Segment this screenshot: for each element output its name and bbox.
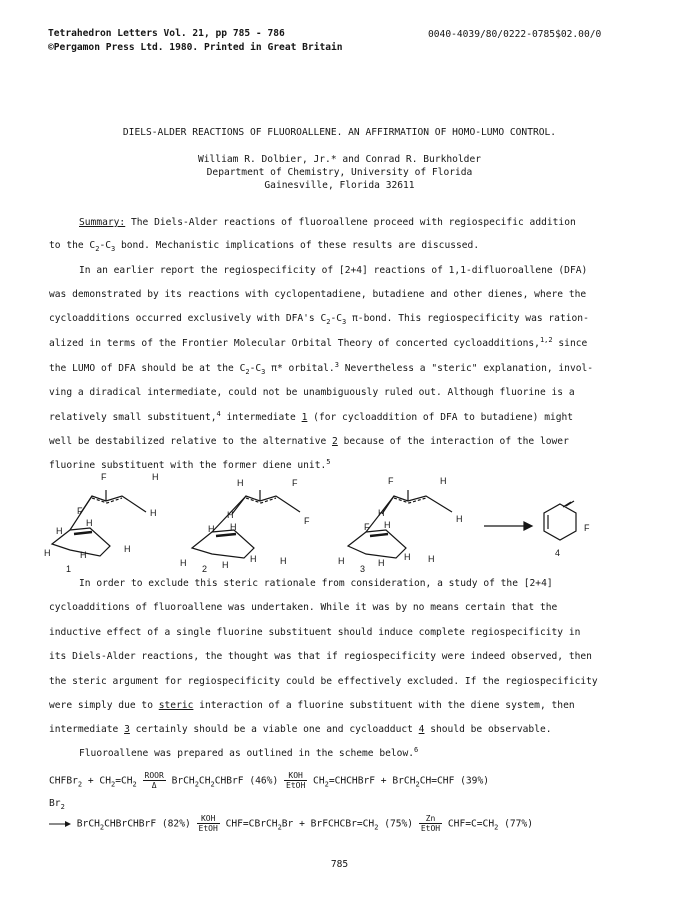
subscript: 2 bbox=[210, 780, 215, 789]
para2-line-5: the steric argument for regiospecificity could be effectively excluded. If the regiospecificity bbox=[49, 676, 598, 687]
subscript: 2 bbox=[194, 780, 199, 789]
para2-line-6 bbox=[49, 700, 575, 712]
arrow-label: EtOH bbox=[420, 824, 441, 833]
formula-segment: (77%) bbox=[498, 818, 533, 830]
summary-text-2a: to the C bbox=[49, 240, 96, 251]
subscript: 2 bbox=[132, 780, 137, 789]
para1-line-7 bbox=[49, 409, 574, 424]
atom-h: H bbox=[56, 526, 63, 536]
subscript: 2 bbox=[95, 244, 100, 253]
atom-h: H bbox=[86, 518, 93, 528]
atom-h: H bbox=[404, 552, 411, 562]
article-code: 0040-4039/80/0222-0785$02.00/0 bbox=[428, 29, 602, 40]
arrow-koh-2 bbox=[197, 814, 220, 833]
subscript: 2 bbox=[111, 780, 116, 789]
para2-line-1: In order to exclude this steric rationale from consideration, a study of the [2+4] bbox=[79, 578, 553, 589]
text-segment: -C bbox=[330, 313, 343, 324]
summary-text-1: The Diels-Alder reactions of fluoroallene proceed with regiospecific addition bbox=[131, 217, 576, 228]
para2-line-2: cycloadditions of fluoroallene was undertaken. While it was by no means certain that the bbox=[49, 602, 558, 613]
para1-line-5 bbox=[49, 360, 594, 376]
reaction-arrow bbox=[484, 522, 532, 530]
text-segment: π* orbital. bbox=[265, 363, 335, 374]
structure-3-labels bbox=[338, 476, 463, 574]
text-segment: interaction of a fluorine substituent with the diene system, then bbox=[193, 700, 575, 711]
para1-line-8 bbox=[49, 436, 569, 448]
text-segment: certainly should be a viable one and cycloadduct bbox=[129, 724, 419, 735]
subscript: 3 bbox=[111, 244, 116, 253]
text-segment: intermediate bbox=[49, 724, 125, 735]
text-segment: well be destabilized relative to the alternative bbox=[49, 436, 333, 447]
para1-line-1: In an earlier report the regiospecificity of [2+4] reactions of 1,1-difluoroallene (DFA) bbox=[79, 265, 588, 276]
compound-ref-1: 1 bbox=[301, 412, 308, 423]
text-segment: -C bbox=[249, 363, 262, 374]
arrow-zn bbox=[419, 814, 442, 833]
location: Gainesville, Florida 32611 bbox=[264, 180, 415, 191]
copyright-line: ©Pergamon Press Ltd. 1980. Printed in Great Britain bbox=[48, 42, 343, 53]
para2-line-7 bbox=[49, 724, 552, 736]
authors: William R. Dolbier, Jr.* and Conrad R. Burkholder bbox=[197, 154, 482, 165]
para2-line-3: inductive effect of a single fluorine substituent should induce complete regiospecificity in bbox=[49, 627, 581, 638]
compound-ref-3: 3 bbox=[124, 724, 130, 735]
scheme-row-2 bbox=[49, 814, 533, 833]
formula-segment: CH=CHF (39%) bbox=[419, 775, 489, 787]
formula-segment: CH bbox=[198, 775, 211, 787]
text-segment: were simply due to bbox=[49, 700, 159, 711]
para1-line-6: ving a diradical intermediate, could not be unambiguously ruled out. Although fluorine is a bbox=[49, 387, 575, 398]
text-segment: because of the interaction of the lower bbox=[337, 436, 569, 447]
compound-label-1: 1 bbox=[66, 564, 72, 574]
subscript: 2 bbox=[494, 823, 499, 832]
structures-figure bbox=[0, 468, 679, 580]
atom-f: F bbox=[304, 516, 310, 526]
subscript: 3 bbox=[342, 317, 347, 326]
subscript: 2 bbox=[277, 823, 282, 832]
atom-h: H bbox=[230, 522, 237, 532]
text-segment: since bbox=[552, 338, 588, 349]
formula-segment: CHBrCHBrF (82%) bbox=[104, 818, 197, 830]
page-number: 785 bbox=[330, 859, 349, 870]
atom-h: H bbox=[44, 548, 51, 558]
text-segment: Nevertheless a "steric" explanation, invol- bbox=[338, 363, 594, 374]
atom-f: F bbox=[77, 506, 83, 516]
atom-h: H bbox=[338, 556, 345, 566]
arrow-label: KOH bbox=[284, 771, 307, 781]
formula-segment: =CHCHBrF + BrCH bbox=[328, 775, 416, 787]
atom-h: H bbox=[378, 558, 385, 568]
subscript: 2 bbox=[326, 317, 331, 326]
text-segment: π-bond. This regiospecificity was ration- bbox=[346, 313, 589, 324]
arrow-roor bbox=[143, 771, 166, 790]
reference-mark: 4 bbox=[216, 409, 221, 418]
compound-ref-2: 2 bbox=[332, 436, 338, 447]
formula-segment: CHF=C=CH bbox=[442, 818, 495, 830]
atom-f: F bbox=[388, 476, 394, 486]
scheme-reagent-br2 bbox=[49, 798, 65, 810]
arrow-icon bbox=[49, 820, 71, 828]
summary-text-2c: bond. Mechanistic implications of these results are discussed. bbox=[115, 240, 480, 251]
subscript: 3 bbox=[261, 367, 266, 376]
subscript: 2 bbox=[415, 780, 420, 789]
formula-segment: =CH bbox=[115, 775, 133, 787]
formula-segment: BrCH bbox=[71, 818, 100, 830]
reference-mark: 3 bbox=[334, 360, 339, 369]
summary-text-2b: -C bbox=[99, 240, 111, 251]
atom-h: H bbox=[80, 550, 87, 560]
atom-h: H bbox=[280, 556, 287, 566]
subscript: 2 bbox=[245, 367, 250, 376]
atom-h: H bbox=[152, 472, 159, 482]
compound-label-4: 4 bbox=[555, 548, 561, 558]
arrow-koh bbox=[284, 771, 307, 790]
structure-2-labels bbox=[180, 478, 310, 574]
formula-segment: Br bbox=[49, 798, 61, 809]
para1-line-4 bbox=[49, 335, 588, 350]
atom-f: F bbox=[584, 523, 590, 533]
compound-ref-4: 4 bbox=[418, 724, 425, 735]
atom-h: H bbox=[208, 524, 215, 534]
atom-h: H bbox=[250, 554, 257, 564]
arrow-label: Δ bbox=[151, 781, 157, 790]
formula-segment: BrCH bbox=[165, 775, 195, 787]
atom-f: F bbox=[292, 478, 298, 488]
text-segment: cycloadditions occurred exclusively with DFA's C bbox=[49, 313, 327, 324]
atom-h: H bbox=[150, 508, 157, 518]
formula-segment: CHFBr bbox=[49, 775, 78, 787]
atom-f: F bbox=[364, 522, 370, 532]
reference-mark: 1,2 bbox=[539, 335, 553, 344]
para1-line-2: was demonstrated by its reactions with cyclopentadiene, butadiene and other dienes, where the bbox=[49, 289, 587, 300]
affiliation: Department of Chemistry, University of Florida bbox=[206, 167, 473, 178]
formula-segment: (75%) bbox=[378, 818, 419, 830]
formula-segment: CHF=CBrCH bbox=[219, 818, 278, 830]
subscript: 2 bbox=[324, 780, 329, 789]
reference-mark: 5 bbox=[326, 457, 331, 466]
para2-line-4: its Diels-Alder reactions, the thought was that if regiospecificity were indeed observed, then bbox=[49, 651, 592, 662]
summary-label: Summary: bbox=[79, 217, 126, 228]
scheme-row-1 bbox=[49, 771, 489, 790]
paper-title: DIELS-ALDER REACTIONS OF FLUOROALLENE. AN AFFIRMATION OF HOMO-LUMO CONTROL. bbox=[122, 127, 557, 138]
arrow-label: Zn bbox=[419, 814, 442, 824]
formula-segment: CH bbox=[307, 775, 325, 787]
atom-h: H bbox=[222, 560, 229, 570]
para3-line-1 bbox=[79, 745, 419, 760]
reference-mark: 6 bbox=[414, 745, 419, 754]
text-segment: alized in terms of the Frontier Molecular Orbital Theory of concerted cycloadditions, bbox=[49, 338, 540, 349]
arrow-label: EtOH bbox=[198, 824, 218, 833]
formula-segment: Br + BrFCHCBr=CH bbox=[281, 818, 375, 830]
structure-4 bbox=[544, 501, 576, 540]
summary-line-2 bbox=[49, 240, 479, 252]
subscript: 2 bbox=[374, 823, 379, 832]
para1-line-3 bbox=[49, 313, 589, 325]
text-segment: (for cycloaddition of DFA to butadiene) might bbox=[307, 412, 574, 423]
atom-h: H bbox=[456, 514, 463, 524]
atom-h: H bbox=[378, 508, 385, 518]
atom-h: H bbox=[237, 478, 244, 488]
compound-label-3: 3 bbox=[360, 564, 366, 574]
text-segment: Fluoroallene was prepared as outlined in the scheme below. bbox=[79, 748, 415, 759]
formula-segment: CHBrF (46%) bbox=[214, 775, 285, 787]
text-segment: should be observable. bbox=[424, 724, 552, 735]
emphasis-steric: steric bbox=[158, 700, 194, 711]
atom-h: H bbox=[124, 544, 131, 554]
text-segment: fluorine substituent with the former diene unit. bbox=[49, 460, 327, 471]
subscript: 2 bbox=[99, 823, 105, 832]
atom-h: H bbox=[384, 520, 391, 530]
subscript: 2 bbox=[77, 780, 83, 789]
subscript: 2 bbox=[60, 802, 65, 811]
summary-line-1 bbox=[79, 217, 576, 229]
text-segment: the LUMO of DFA should be at the C bbox=[49, 363, 246, 374]
text-segment: intermediate bbox=[220, 412, 302, 423]
text-segment: relatively small substituent, bbox=[49, 412, 217, 423]
arrow-label: EtOH bbox=[286, 781, 306, 790]
atom-h: H bbox=[180, 558, 187, 568]
atom-h: H bbox=[227, 510, 234, 520]
atom-h: H bbox=[428, 554, 435, 564]
atom-f: F bbox=[101, 472, 107, 482]
arrow-label: ROOR bbox=[144, 771, 164, 780]
journal-info: Tetrahedron Letters Vol. 21, pp 785 - 786 bbox=[48, 28, 285, 39]
structure-1 bbox=[52, 490, 146, 556]
atom-h: H bbox=[440, 476, 447, 486]
formula-segment: + CH bbox=[82, 775, 111, 787]
compound-label-2: 2 bbox=[202, 564, 208, 574]
arrow-label: KOH bbox=[197, 814, 220, 824]
structure-1-labels bbox=[44, 472, 159, 574]
